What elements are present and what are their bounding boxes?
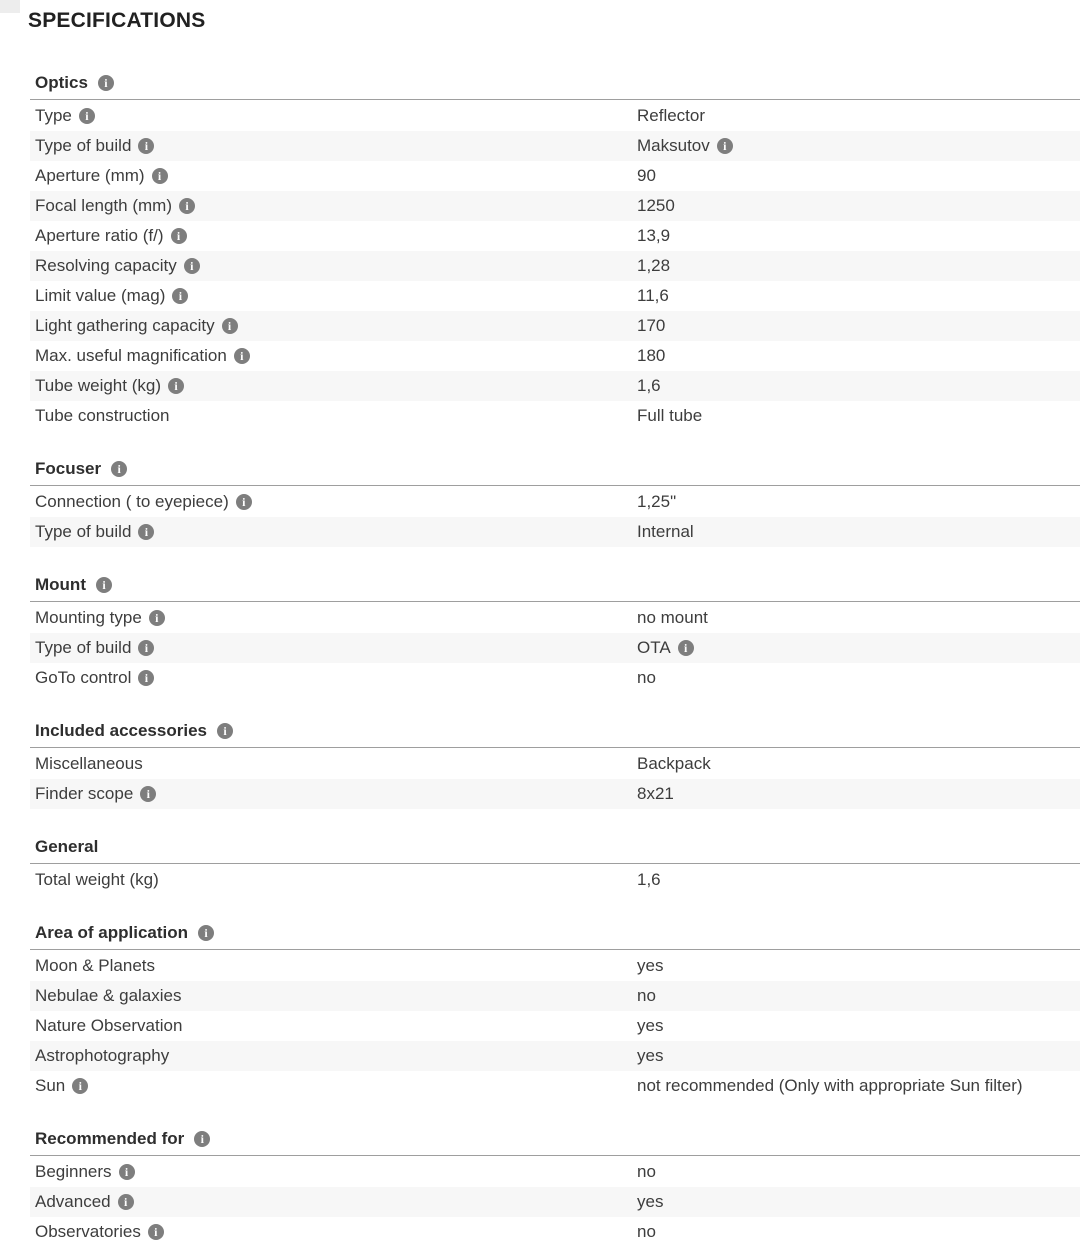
spec-label-cell	[35, 106, 637, 126]
info-icon[interactable]: i	[96, 577, 112, 593]
spec-label: Max. useful magnification	[35, 346, 227, 365]
spec-row	[30, 401, 1080, 431]
spec-value: Internal	[637, 522, 694, 541]
spec-value-cell	[637, 286, 669, 306]
spec-value-cell	[637, 1192, 663, 1212]
spec-row	[30, 311, 1080, 341]
section-rows	[30, 100, 1080, 431]
spec-value-cell	[637, 406, 702, 426]
spec-section	[30, 574, 1080, 693]
spec-label-cell	[35, 346, 637, 366]
spec-section	[30, 922, 1080, 1101]
spec-row	[30, 633, 1080, 663]
section-heading	[30, 720, 1080, 748]
spec-row	[30, 779, 1080, 809]
spec-label: Beginners	[35, 1162, 112, 1181]
spec-row	[30, 1187, 1080, 1217]
spec-value-cell	[637, 956, 663, 976]
spec-value-cell	[637, 1046, 663, 1066]
spec-value-cell	[637, 136, 733, 156]
spec-value-cell	[637, 986, 656, 1006]
spec-label-cell	[35, 256, 637, 276]
section-rows	[30, 602, 1080, 693]
spec-label-cell	[35, 986, 637, 1006]
spec-section	[30, 458, 1080, 547]
spec-label-cell	[35, 1192, 637, 1212]
section-heading	[30, 72, 1080, 100]
spec-label: Advanced	[35, 1192, 111, 1211]
spec-label-cell	[35, 1016, 637, 1036]
spec-value-cell	[637, 1076, 1023, 1096]
spec-value: 8x21	[637, 784, 674, 803]
section-title: Included accessories	[35, 721, 207, 740]
spec-row	[30, 981, 1080, 1011]
info-icon[interactable]: i	[72, 1078, 88, 1094]
spec-label: Mounting type	[35, 608, 142, 627]
info-icon[interactable]: i	[184, 258, 200, 274]
spec-value: yes	[637, 1046, 664, 1065]
spec-row	[30, 1041, 1080, 1071]
spec-value-cell	[637, 492, 676, 512]
spec-value: 1,6	[637, 870, 661, 889]
spec-value-cell	[637, 106, 705, 126]
spec-value: Maksutov	[637, 136, 710, 155]
section-heading	[30, 836, 1080, 864]
spec-value-cell	[637, 1016, 663, 1036]
spec-label: Miscellaneous	[35, 754, 143, 773]
spec-value-cell	[637, 1222, 656, 1242]
spec-label-cell	[35, 668, 637, 688]
spec-label-cell	[35, 522, 637, 542]
spec-label: Type of build	[35, 638, 132, 657]
spec-row	[30, 1157, 1080, 1187]
section-title: Area of application	[35, 923, 189, 942]
spec-label-cell	[35, 956, 637, 976]
spec-value-cell	[637, 256, 670, 276]
spec-value: 1,28	[637, 256, 671, 275]
spec-value: yes	[637, 956, 664, 975]
spec-label-cell	[35, 166, 637, 186]
spec-section	[30, 1128, 1080, 1247]
spec-label: Connection ( to eyepiece)	[35, 492, 229, 511]
spec-label: Aperture (mm)	[35, 166, 145, 185]
spec-label-cell	[35, 136, 637, 156]
spec-value-cell	[637, 638, 694, 658]
spec-value: yes	[637, 1192, 664, 1211]
spec-row	[30, 487, 1080, 517]
info-icon[interactable]: i	[217, 723, 233, 739]
spec-value: no	[637, 668, 656, 687]
spec-value: no	[637, 1222, 656, 1241]
spec-label: Astrophotography	[35, 1046, 170, 1065]
spec-row	[30, 865, 1080, 895]
info-icon[interactable]: i	[79, 108, 95, 124]
info-icon[interactable]: i	[98, 75, 114, 91]
info-icon[interactable]: i	[171, 228, 187, 244]
info-icon[interactable]: i	[138, 524, 154, 540]
spec-label-cell	[35, 406, 637, 426]
spec-value-cell	[637, 754, 711, 774]
spec-label-cell	[35, 376, 637, 396]
spec-row	[30, 221, 1080, 251]
info-icon[interactable]: i	[236, 494, 252, 510]
info-icon[interactable]: i	[149, 610, 165, 626]
spec-label: Type	[35, 106, 72, 125]
spec-value: 170	[637, 316, 666, 335]
info-icon[interactable]: i	[234, 348, 250, 364]
spec-row	[30, 1011, 1080, 1041]
spec-row	[30, 281, 1080, 311]
spec-section	[30, 720, 1080, 809]
spec-value-cell	[637, 316, 665, 336]
spec-section	[30, 72, 1080, 431]
section-heading	[30, 458, 1080, 486]
spec-label-cell	[35, 754, 637, 774]
spec-section	[30, 836, 1080, 895]
spec-label-cell	[35, 1222, 637, 1242]
spec-value: no	[637, 1162, 656, 1181]
info-icon[interactable]: i	[118, 1194, 134, 1210]
spec-label-cell	[35, 1162, 637, 1182]
spec-value: yes	[637, 1016, 664, 1035]
specifications-table	[30, 72, 1080, 1247]
spec-label: Resolving capacity	[35, 256, 177, 275]
spec-row	[30, 131, 1080, 161]
spec-value-cell	[637, 668, 656, 688]
spec-label-cell	[35, 608, 637, 628]
spec-label: Limit value (mag)	[35, 286, 166, 305]
spec-row	[30, 161, 1080, 191]
spec-row	[30, 603, 1080, 633]
section-rows	[30, 1156, 1080, 1247]
spec-value: Reflector	[637, 106, 706, 125]
spec-row	[30, 1217, 1080, 1247]
spec-value: Full tube	[637, 406, 703, 425]
spec-label: Focal length (mm)	[35, 196, 172, 215]
section-rows	[30, 486, 1080, 547]
spec-label-cell	[35, 1076, 637, 1096]
section-heading	[30, 922, 1080, 950]
spec-label-cell	[35, 316, 637, 336]
spec-value-cell	[637, 346, 665, 366]
info-icon[interactable]: i	[194, 1131, 210, 1147]
spec-row	[30, 191, 1080, 221]
spec-row	[30, 101, 1080, 131]
spec-value-cell	[637, 522, 694, 542]
info-icon[interactable]: i	[179, 198, 195, 214]
spec-value-cell	[637, 196, 675, 216]
spec-value: Backpack	[637, 754, 711, 773]
info-icon[interactable]: i	[119, 1164, 135, 1180]
section-title: Optics	[35, 73, 88, 92]
section-title: Focuser	[35, 459, 102, 478]
spec-label-cell	[35, 286, 637, 306]
spec-label-cell	[35, 1046, 637, 1066]
spec-label-cell	[35, 226, 637, 246]
spec-value-cell	[637, 870, 661, 890]
spec-value: 180	[637, 346, 666, 365]
spec-label: GoTo control	[35, 668, 132, 687]
spec-label: Tube construction	[35, 406, 170, 425]
spec-label: Nebulae & galaxies	[35, 986, 182, 1005]
spec-value-cell	[637, 226, 670, 246]
info-icon[interactable]: i	[148, 1224, 164, 1240]
spec-row	[30, 1071, 1080, 1101]
spec-value: no	[637, 986, 656, 1005]
section-heading	[30, 1128, 1080, 1156]
spec-value: 11,6	[637, 286, 669, 305]
spec-value: 1250	[637, 196, 675, 215]
spec-label: Moon & Planets	[35, 956, 156, 975]
info-icon[interactable]: i	[222, 318, 238, 334]
section-rows	[30, 864, 1080, 895]
spec-value: 90	[637, 166, 656, 185]
section-rows	[30, 950, 1080, 1101]
spec-label: Tube weight (kg)	[35, 376, 161, 395]
spec-label: Aperture ratio (f/)	[35, 226, 164, 245]
spec-value: no mount	[637, 608, 708, 627]
spec-label-cell	[35, 492, 637, 512]
spec-row	[30, 251, 1080, 281]
spec-label: Light gathering capacity	[35, 316, 215, 335]
spec-label: Type of build	[35, 136, 132, 155]
spec-value: OTA	[637, 638, 671, 657]
spec-label: Finder scope	[35, 784, 134, 803]
spec-row	[30, 749, 1080, 779]
spec-value-cell	[637, 1162, 656, 1182]
section-title: Recommended for	[35, 1129, 185, 1148]
spec-value: 13,9	[637, 226, 671, 245]
section-heading	[30, 574, 1080, 602]
spec-value: 1,6	[637, 376, 661, 395]
spec-label-cell	[35, 870, 637, 890]
page-corner-background	[0, 0, 20, 13]
page-title: SPECIFICATIONS	[28, 9, 206, 32]
spec-value: 1,25"	[637, 492, 677, 511]
info-icon[interactable]: i	[138, 640, 154, 656]
spec-row	[30, 663, 1080, 693]
info-icon[interactable]: i	[111, 461, 127, 477]
spec-label: Type of build	[35, 522, 132, 541]
spec-row	[30, 951, 1080, 981]
spec-value-cell	[637, 784, 674, 804]
spec-label: Observatories	[35, 1222, 141, 1241]
spec-value-cell	[637, 608, 708, 628]
section-title: General	[35, 837, 99, 856]
spec-label: Nature Observation	[35, 1016, 183, 1035]
spec-value: not recommended (Only with appropriate Sun filter)	[637, 1076, 1023, 1095]
spec-label: Sun	[35, 1076, 66, 1095]
spec-label-cell	[35, 196, 637, 216]
info-icon[interactable]: i	[152, 168, 168, 184]
section-title: Mount	[35, 575, 86, 594]
spec-label-cell	[35, 638, 637, 658]
section-rows	[30, 748, 1080, 809]
spec-row	[30, 341, 1080, 371]
spec-value-cell	[637, 166, 656, 186]
info-icon[interactable]: i	[198, 925, 214, 941]
spec-value-cell	[637, 376, 661, 396]
info-icon[interactable]: i	[138, 670, 154, 686]
spec-label: Total weight (kg)	[35, 870, 159, 889]
info-icon[interactable]: i	[168, 378, 184, 394]
info-icon[interactable]: i	[678, 640, 694, 656]
spec-label-cell	[35, 784, 637, 804]
info-icon[interactable]: i	[717, 138, 733, 154]
info-icon[interactable]: i	[140, 786, 156, 802]
spec-row	[30, 517, 1080, 547]
info-icon[interactable]: i	[138, 138, 154, 154]
info-icon[interactable]: i	[172, 288, 188, 304]
spec-row	[30, 371, 1080, 401]
